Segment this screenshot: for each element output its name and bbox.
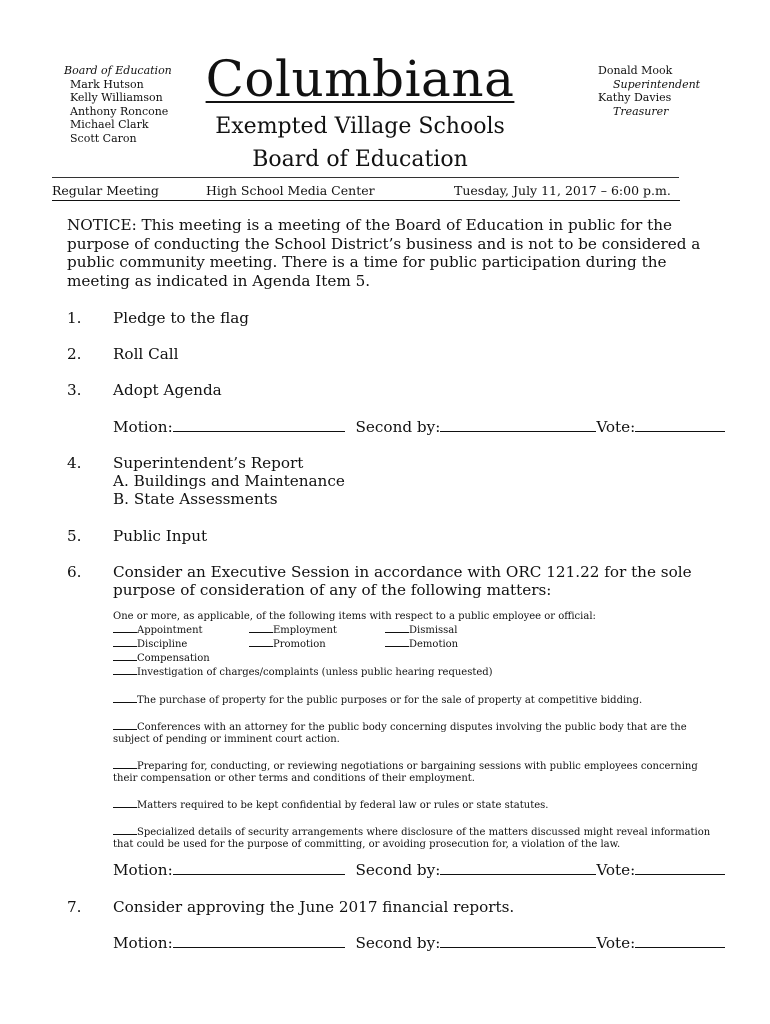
- second-blank[interactable]: [440, 934, 596, 948]
- officers-list: [598, 64, 700, 118]
- motion-line: [113, 934, 721, 953]
- checkbox-blank[interactable]: [113, 623, 137, 633]
- board-member: Michael Clark: [70, 118, 149, 132]
- exec-matter: [113, 798, 725, 812]
- second-label: Second by:: [355, 861, 441, 879]
- district-subtitle: Exempted Village Schools: [215, 114, 505, 139]
- exec-option: Investigation of charges/complaints (unless public hearing requested): [137, 667, 493, 678]
- vote-label: Vote:: [596, 934, 636, 952]
- vote-blank[interactable]: [635, 418, 725, 432]
- vote-blank[interactable]: [635, 861, 725, 875]
- agenda-item-text: Public Input: [113, 527, 208, 545]
- board-members-list: [64, 64, 172, 146]
- checkbox-blank[interactable]: [113, 825, 137, 835]
- agenda-item-number: 3.: [67, 381, 82, 399]
- meeting-info-line: [52, 183, 680, 201]
- checkbox-blank[interactable]: [113, 693, 137, 703]
- vote-label: Vote:: [596, 861, 636, 879]
- motion-label: Motion:: [113, 418, 173, 436]
- board-heading: Board of Education: [64, 64, 172, 77]
- checkbox-blank[interactable]: [249, 623, 273, 633]
- agenda-item-number: 7.: [67, 898, 82, 916]
- exec-option: Promotion: [273, 639, 326, 650]
- board-member: Mark Hutson: [70, 77, 144, 91]
- motion-blank[interactable]: [173, 418, 345, 432]
- board-member: Kelly Williamson: [70, 91, 163, 105]
- motion-blank[interactable]: [173, 934, 345, 948]
- motion-blank[interactable]: [173, 861, 345, 875]
- second-blank[interactable]: [440, 418, 596, 432]
- meeting-datetime: Tuesday, July 11, 2017 – 6:00 p.m.: [454, 183, 671, 198]
- checkbox-blank[interactable]: [113, 637, 137, 647]
- exec-option: Discipline: [137, 639, 188, 650]
- checkbox-blank[interactable]: [113, 665, 137, 675]
- motion-label: Motion:: [113, 861, 173, 879]
- second-label: Second by:: [355, 418, 441, 436]
- board-member: Scott Caron: [70, 131, 137, 145]
- agenda-item-number: 4.: [67, 454, 82, 472]
- executive-session-options: [113, 611, 725, 851]
- agenda-item-text: Consider an Executive Session in accordance with ORC 121.22 for the sole: [113, 563, 692, 581]
- agenda-subitem-text: A. Buildings and Maintenance: [113, 472, 345, 490]
- agenda-item-text: Roll Call: [113, 345, 179, 363]
- second-blank[interactable]: [440, 861, 596, 875]
- vote-label: Vote:: [596, 418, 636, 436]
- checkbox-blank[interactable]: [113, 759, 137, 769]
- agenda-item-number: 2.: [67, 345, 82, 363]
- exec-option-row: [113, 623, 725, 637]
- agenda-item-number: 5.: [67, 527, 82, 545]
- exec-option: Appointment: [137, 625, 203, 636]
- exec-matter: [113, 825, 725, 851]
- exec-matter-text: Specialized details of security arrangements where disclosure of the matters discussed might reveal information that could be used for the purpose of committing, or avoiding prosecution for, a violation of the law.: [113, 827, 711, 850]
- exec-matter-text: Matters required to be kept confidential by federal law or rules or state statutes.: [137, 800, 549, 811]
- exec-option-row: [113, 665, 725, 679]
- treasurer-role: Treasurer: [613, 104, 669, 118]
- exec-intro: One or more, as applicable, of the following items with respect to a public employee or official:: [113, 611, 596, 622]
- second-label: Second by:: [355, 934, 441, 952]
- exec-option-row: [113, 651, 725, 665]
- exec-matter: [113, 759, 725, 785]
- exec-option: Employment: [273, 625, 337, 636]
- exec-matter: [113, 720, 725, 746]
- vote-blank[interactable]: [635, 934, 725, 948]
- checkbox-blank[interactable]: [385, 637, 409, 647]
- checkbox-blank[interactable]: [113, 798, 137, 808]
- agenda-item-text: Pledge to the flag: [113, 309, 250, 327]
- superintendent-role: Superintendent: [613, 77, 701, 91]
- motion-label: Motion:: [113, 934, 173, 952]
- exec-option: Dismissal: [409, 625, 458, 636]
- exec-option-row: [113, 637, 725, 651]
- motion-line: [113, 418, 721, 437]
- exec-matter-text: The purchase of property for the public purposes or for the sale of property at competitive bidding.: [137, 695, 643, 706]
- checkbox-blank[interactable]: [113, 720, 137, 730]
- exec-matter-text: Preparing for, conducting, or reviewing negotiations or bargaining sessions with public employees concerning their compensation or other terms and conditions of their employment.: [113, 761, 698, 784]
- treasurer-name: Kathy Davies: [598, 91, 672, 105]
- agenda-item-text: Superintendent’s Report: [113, 454, 304, 472]
- exec-matter-text: Conferences with an attorney for the public body concerning disputes involving the public body that are the subject of pending or imminent court action.: [113, 722, 687, 745]
- meeting-location: High School Media Center: [206, 183, 375, 198]
- meeting-type: Regular Meeting: [52, 183, 159, 198]
- exec-option: Demotion: [409, 639, 459, 650]
- motion-line: [113, 861, 721, 880]
- district-name: Columbiana: [205, 50, 515, 108]
- board-member: Anthony Roncone: [70, 104, 169, 118]
- agenda-item-text: Adopt Agenda: [113, 381, 222, 399]
- exec-matter: [113, 693, 725, 707]
- letterhead-title: [200, 50, 520, 174]
- superintendent-name: Donald Mook: [598, 64, 673, 77]
- board-subtitle: Board of Education: [252, 147, 468, 172]
- agenda-subitem-text: B. State Assessments: [113, 490, 278, 508]
- agenda-item-text: purpose of consideration of any of the following matters:: [113, 581, 552, 599]
- checkbox-blank[interactable]: [385, 623, 409, 633]
- checkbox-blank[interactable]: [249, 637, 273, 647]
- checkbox-blank[interactable]: [113, 651, 137, 661]
- notice-paragraph: NOTICE: This meeting is a meeting of the Board of Education in public for the purpose of conducting the School District’s business and is not to be considered a public community meeting. There is a time for public participation during the meeting as indicated in Agenda Item 5.: [67, 216, 701, 290]
- header-divider: [52, 177, 679, 178]
- agenda-item-text: Consider approving the June 2017 financial reports.: [113, 898, 515, 916]
- agenda-item-number: 6.: [67, 563, 82, 581]
- agenda-item-number: 1.: [67, 309, 82, 327]
- exec-option: Compensation: [137, 653, 210, 664]
